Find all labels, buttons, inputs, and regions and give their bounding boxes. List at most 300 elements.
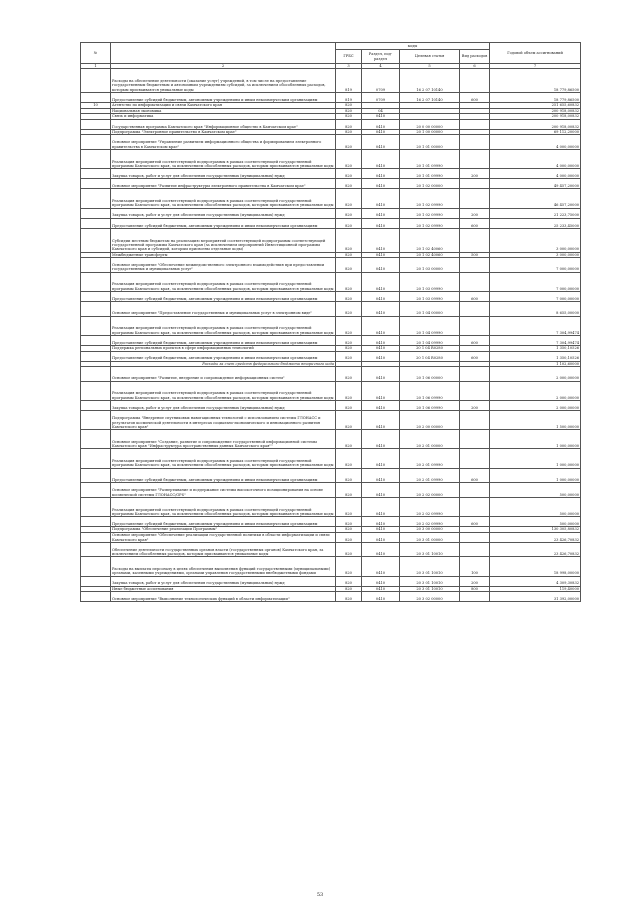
col-index: 6 xyxy=(460,64,490,69)
row-amount: 4 000,00000 xyxy=(490,135,581,150)
row-number xyxy=(81,367,111,382)
row-amount: 3 000,00000 xyxy=(490,228,581,252)
row-number xyxy=(81,150,111,169)
table-row xyxy=(81,150,581,169)
row-razdel: 0410 xyxy=(362,345,400,351)
row-target-article: 20 1 02 00000 xyxy=(400,179,460,189)
row-grbs: 820 xyxy=(336,532,362,542)
row-name: Основное мероприятие "Обеспечение реализации государственной политики в области информатизации и связи Камчатского края" xyxy=(111,532,336,542)
table-row xyxy=(81,218,581,228)
row-number xyxy=(81,449,111,468)
row-target-article: 20 1 04 09990 xyxy=(400,316,460,335)
col-razdel-header: Раздел, под-раздел xyxy=(362,50,400,64)
row-razdel: 0410 xyxy=(362,135,400,150)
table-row xyxy=(81,517,581,527)
row-amount: 25 233,45000 xyxy=(490,218,581,228)
row-expense-type xyxy=(460,272,490,291)
row-grbs: 820 xyxy=(336,218,362,228)
row-name: Подпрограмма "Обеспечение реализации Программы" xyxy=(111,527,336,533)
row-razdel: 0709 xyxy=(362,69,400,93)
col-cs-header: Целевая статья xyxy=(400,50,460,64)
row-name: Основное мероприятие "Развитие инфраструктуры электронного правительства в Камчатском крае" xyxy=(111,179,336,189)
row-grbs: 819 xyxy=(336,93,362,103)
row-razdel: 0410 xyxy=(362,258,400,273)
row-expense-type: 600 xyxy=(460,351,490,361)
row-name: Предоставление субсидий бюджетным, автономным учреждениям и иным некоммерческим организациям xyxy=(111,93,336,103)
row-number xyxy=(81,468,111,483)
row-amount: 4 000,00000 xyxy=(490,169,581,179)
row-expense-type xyxy=(460,430,490,449)
row-expense-type xyxy=(460,316,490,335)
row-grbs: 820 xyxy=(336,208,362,218)
row-expense-type: 600 xyxy=(460,468,490,483)
row-grbs: 820 xyxy=(336,542,362,557)
row-grbs: 820 xyxy=(336,576,362,586)
row-amount: 18 779,86500 xyxy=(490,93,581,103)
row-grbs: 820 xyxy=(336,135,362,150)
table-row xyxy=(81,272,581,291)
row-number: 10 xyxy=(81,103,111,109)
row-razdel: 0410 xyxy=(362,114,400,120)
row-grbs: 820 xyxy=(336,119,362,129)
row-number xyxy=(81,557,111,576)
col-index: 5 xyxy=(400,64,460,69)
row-grbs: 820 xyxy=(336,345,362,351)
row-razdel: 0410 xyxy=(362,169,400,179)
table-row xyxy=(81,592,581,602)
table-row xyxy=(81,532,581,542)
row-grbs: 820 xyxy=(336,302,362,317)
row-amount: 2 000,00000 xyxy=(490,400,581,410)
row-razdel: 0410 xyxy=(362,576,400,586)
table-row xyxy=(81,483,581,498)
row-razdel: 0410 xyxy=(362,189,400,208)
row-name: Расходы на выплаты персоналу в целях обеспечения выполнения функций государственными (муниципальными) органами, казенными учреждениями, органами управления государственными внебюджетными фондами xyxy=(111,557,336,576)
row-amount: 130 305,80832 xyxy=(490,527,581,533)
row-target-article: 20 1 02 40060 xyxy=(400,252,460,258)
row-razdel: 0410 xyxy=(362,483,400,498)
row-name: Агентство по информатизации и связи Камчатского края xyxy=(111,103,336,109)
page-number: 53 xyxy=(316,892,324,898)
col-name-header xyxy=(111,43,336,64)
row-name: Основное мероприятие "Развитие, внедрение и сопровождение информационных систем" xyxy=(111,367,336,382)
col-grbs-header: ГРБС xyxy=(336,50,362,64)
row-grbs: 820 xyxy=(336,483,362,498)
col-num-header: № xyxy=(81,43,111,64)
row-name: Межбюджетные трансферты xyxy=(111,252,336,258)
row-number xyxy=(81,93,111,103)
table-row xyxy=(81,228,581,252)
row-razdel: 0410 xyxy=(362,430,400,449)
row-grbs: 820 xyxy=(336,179,362,189)
row-expense-type xyxy=(460,189,490,208)
col-index: 1 xyxy=(81,64,111,69)
row-number xyxy=(81,169,111,179)
budget-table-page xyxy=(80,42,580,602)
row-grbs: 820 xyxy=(336,468,362,483)
row-number xyxy=(81,208,111,218)
row-name: Предоставление субсидий бюджетным, автономным учреждениям и иным некоммерческим организациям xyxy=(111,351,336,361)
budget-table xyxy=(80,42,581,602)
row-name: Связь и информатика xyxy=(111,114,336,120)
row-expense-type: 600 xyxy=(460,335,490,345)
row-amount: 46 457,20000 xyxy=(490,189,581,208)
row-name: Предоставление субсидий бюджетным, автономным учреждениям и иным некоммерческим организациям xyxy=(111,468,336,483)
row-amount: 251 655,60832 xyxy=(490,103,581,109)
row-number xyxy=(81,258,111,273)
row-razdel: 0410 xyxy=(362,291,400,301)
row-razdel: 0410 xyxy=(362,272,400,291)
row-expense-type xyxy=(460,449,490,468)
row-amount: 500,00000 xyxy=(490,517,581,527)
table-row xyxy=(81,576,581,586)
row-target-article: 20 3 02 00000 xyxy=(400,592,460,602)
row-grbs: 820 xyxy=(336,228,362,252)
row-target-article: 20 2 00 00000 xyxy=(400,411,460,430)
row-expense-type: 600 xyxy=(460,93,490,103)
row-amount: 4 309,30832 xyxy=(490,576,581,586)
row-name: Предоставление субсидий бюджетным, автономным учреждениям и иным некоммерческим организациям xyxy=(111,517,336,527)
row-grbs: 820 xyxy=(336,449,362,468)
row-target-article: 20 1 02 09990 xyxy=(400,189,460,208)
row-target-article: 20 3 01 10010 xyxy=(400,542,460,557)
row-target-article: 20 1 06 09990 xyxy=(400,381,460,400)
row-amount: 200 918,00832 xyxy=(490,114,581,120)
row-name: Реализация мероприятий соответствующей подпрограммы в рамках соответствующей государственной программы Камчатского края, за исключением обособленных расходов, которым присваиваются уникальные коды xyxy=(111,497,336,516)
table-row xyxy=(81,367,581,382)
row-grbs: 820 xyxy=(336,252,362,258)
row-grbs: 820 xyxy=(336,557,362,576)
row-expense-type: 600 xyxy=(460,291,490,301)
table-row xyxy=(81,351,581,361)
row-expense-type xyxy=(460,258,490,273)
row-name: Закупка товаров, работ и услуг для обеспечения государственных (муниципальных) нужд xyxy=(111,208,336,218)
row-name: Субсидии местным бюджетам на реализацию мероприятий соответствующей подпрограммы соответствующей государственной программы Камчатского края (за исключением мероприятий Инвестиционной программы Камчатского края и субсидий, которым присвоены отдельные коды) xyxy=(111,228,336,252)
row-razdel: 0410 xyxy=(362,179,400,189)
row-razdel: 0410 xyxy=(362,557,400,576)
table-row xyxy=(81,189,581,208)
row-number xyxy=(81,430,111,449)
row-name: Основное мероприятие "Управление развитием информационного общества и формированием электронного правительства в Камчатском крае" xyxy=(111,135,336,150)
table-row xyxy=(81,93,581,103)
table-row xyxy=(81,135,581,150)
row-amount: 1 350,10526 xyxy=(490,351,581,361)
table-row xyxy=(81,497,581,516)
row-target-article: 16 2 07 10140 xyxy=(400,69,460,93)
table-row xyxy=(81,411,581,430)
row-grbs: 820 xyxy=(336,150,362,169)
row-target-article: 20 3 01 10010 xyxy=(400,557,460,576)
row-expense-type xyxy=(460,119,490,129)
table-row xyxy=(81,119,581,129)
row-number xyxy=(81,532,111,542)
row-razdel: 0410 xyxy=(362,218,400,228)
table-row xyxy=(81,258,581,273)
table-row xyxy=(81,400,581,410)
row-razdel: 0410 xyxy=(362,517,400,527)
row-number xyxy=(81,189,111,208)
col-codes-header: коды xyxy=(336,43,490,50)
row-expense-type: 200 xyxy=(460,400,490,410)
row-grbs: 820 xyxy=(336,411,362,430)
row-amount: 7 000,00000 xyxy=(490,291,581,301)
table-row xyxy=(81,381,581,400)
row-number xyxy=(81,335,111,345)
row-number xyxy=(81,316,111,335)
row-number xyxy=(81,381,111,400)
row-target-article: 20 2 01 09990 xyxy=(400,468,460,483)
row-razdel: 0410 xyxy=(362,542,400,557)
table-row xyxy=(81,430,581,449)
row-target-article: 20 1 06 09990 xyxy=(400,400,460,410)
row-name: Предоставление субсидий бюджетным, автономным учреждениям и иным некоммерческим организациям xyxy=(111,335,336,345)
table-row xyxy=(81,179,581,189)
row-amount: 500,00000 xyxy=(490,497,581,516)
row-target-article: 20 2 02 09990 xyxy=(400,517,460,527)
row-grbs: 820 xyxy=(336,517,362,527)
row-expense-type xyxy=(460,150,490,169)
row-expense-type: 800 xyxy=(460,586,490,592)
row-amount: 23 426,70832 xyxy=(490,542,581,557)
row-grbs: 820 xyxy=(336,258,362,273)
row-target-article: 20 2 02 00000 xyxy=(400,483,460,498)
row-number xyxy=(81,272,111,291)
row-target-article: 20 3 01 00000 xyxy=(400,532,460,542)
row-amount: 1 102,60000 xyxy=(490,361,581,367)
row-target-article: 20 1 00 00000 xyxy=(400,129,460,135)
row-expense-type: 600 xyxy=(460,218,490,228)
row-name: Предоставление субсидий бюджетным, автономным учреждениям и иным некоммерческим организациям xyxy=(111,218,336,228)
row-amount: 31 392,00000 xyxy=(490,592,581,602)
col-total-header: Годовой объем ассигнований xyxy=(490,43,581,64)
row-razdel: 0709 xyxy=(362,93,400,103)
row-expense-type xyxy=(460,411,490,430)
col-index: 4 xyxy=(362,64,400,69)
table-row xyxy=(81,169,581,179)
row-expense-type xyxy=(460,542,490,557)
row-razdel: 0410 xyxy=(362,252,400,258)
row-target-article: 20 1 03 00000 xyxy=(400,258,460,273)
row-amount: 23 426,70832 xyxy=(490,532,581,542)
table-row xyxy=(81,302,581,317)
row-number xyxy=(81,69,111,93)
row-expense-type xyxy=(460,179,490,189)
row-razdel: 0410 xyxy=(362,411,400,430)
row-target-article: 20 1 02 09990 xyxy=(400,208,460,218)
table-row xyxy=(81,316,581,335)
row-number xyxy=(81,517,111,527)
row-razdel: 0410 xyxy=(362,316,400,335)
row-razdel: 0410 xyxy=(362,468,400,483)
row-razdel: 0410 xyxy=(362,351,400,361)
row-razdel: 0410 xyxy=(362,150,400,169)
row-razdel: 04 xyxy=(362,108,400,114)
row-target-article: 20 2 01 00000 xyxy=(400,430,460,449)
row-razdel: 0410 xyxy=(362,586,400,592)
row-grbs: 820 xyxy=(336,316,362,335)
col-index: 2 xyxy=(111,64,336,69)
row-number xyxy=(81,351,111,361)
row-expense-type xyxy=(460,302,490,317)
row-name: Основное мероприятие "Обеспечение межведомственного электронного взаимодействия при предоставлении государственных и муниципальных услуг" xyxy=(111,258,336,273)
row-name: Реализация мероприятий соответствующей подпрограммы в рамках соответствующей государственной программы Камчатского края, за исключением обособленных расходов, которым присваиваются уникальные коды xyxy=(111,381,336,400)
table-row xyxy=(81,69,581,93)
row-expense-type xyxy=(460,135,490,150)
row-grbs: 820 xyxy=(336,527,362,533)
row-razdel: 0410 xyxy=(362,335,400,345)
table-row xyxy=(81,557,581,576)
row-razdel: 0410 xyxy=(362,129,400,135)
row-number xyxy=(81,497,111,516)
row-razdel: 0410 xyxy=(362,400,400,410)
row-amount: 7 000,00000 xyxy=(490,272,581,291)
row-name: Основное мероприятие "Предоставление государственных и муниципальных услуг в электронном виде" xyxy=(111,302,336,317)
row-amount: 2 000,00000 xyxy=(490,367,581,382)
row-target-article: 20 1 02 09990 xyxy=(400,218,460,228)
row-amount: 1 350,10526 xyxy=(490,345,581,351)
row-grbs: 820 xyxy=(336,103,362,109)
row-name: Расходы на обеспечение деятельности (оказание услуг) учреждений, в том числе на предоставление государственным бюджетным и автономным учреждениям субсидий, за исключением обособленных расходов, которым присваиваются уникальные коды xyxy=(111,69,336,93)
row-expense-type: 200 xyxy=(460,208,490,218)
row-name: Государственная программа Камчатского края "Информационное общество в Камчатском крае" xyxy=(111,119,336,129)
col-index: 3 xyxy=(336,64,362,69)
row-amount: 500,00000 xyxy=(490,483,581,498)
row-amount: 3 000,00000 xyxy=(490,252,581,258)
row-name: Основное мероприятие "Выполнение технологических функций в области информатизации" xyxy=(111,592,336,602)
row-amount: 69 112,20000 xyxy=(490,129,581,135)
row-target-article: 16 2 07 10140 xyxy=(400,93,460,103)
col-vid-header: Вид расходов xyxy=(460,50,490,64)
row-expense-type xyxy=(460,532,490,542)
row-name: Национальная экономика xyxy=(111,108,336,114)
row-name: Расходы за счет средств федерального бюджета вторичного кода xyxy=(111,361,336,367)
row-amount: 1 500,00000 xyxy=(490,411,581,430)
row-amount: 1 000,00000 xyxy=(490,449,581,468)
table-row xyxy=(81,208,581,218)
row-razdel: 0410 xyxy=(362,381,400,400)
row-amount: 21 223,75000 xyxy=(490,208,581,218)
row-razdel: 0410 xyxy=(362,449,400,468)
row-amount: 7 000,00000 xyxy=(490,258,581,273)
row-number xyxy=(81,119,111,129)
row-target-article: 20 1 04 R0280 xyxy=(400,345,460,351)
row-number xyxy=(81,576,111,586)
row-grbs: 820 xyxy=(336,592,362,602)
row-number xyxy=(81,135,111,150)
row-number xyxy=(81,218,111,228)
row-number xyxy=(81,228,111,252)
row-target-article: 20 1 02 40060 xyxy=(400,228,460,252)
table-row xyxy=(81,291,581,301)
row-number xyxy=(81,592,111,602)
row-target-article: 20 3 00 00000 xyxy=(400,527,460,533)
col-index: 7 xyxy=(490,64,581,69)
row-name: Основное мероприятие "Развертывание и поддержание системы высокоточного позиционирования на основе космической системы ГЛОНАСС/GPS" xyxy=(111,483,336,498)
row-target-article: 20 0 00 00000 xyxy=(400,119,460,129)
row-grbs: 820 xyxy=(336,430,362,449)
row-number xyxy=(81,542,111,557)
row-number xyxy=(81,411,111,430)
row-amount: 8 655,00000 xyxy=(490,302,581,317)
row-name: Подпрограмма "Электронное правительство в Камчатском крае" xyxy=(111,129,336,135)
row-grbs: 820 xyxy=(336,114,362,120)
row-target-article: 20 2 01 09990 xyxy=(400,449,460,468)
row-grbs: 820 xyxy=(336,586,362,592)
row-grbs: 820 xyxy=(336,335,362,345)
row-razdel: 0410 xyxy=(362,527,400,533)
row-grbs: 819 xyxy=(336,69,362,93)
row-target-article: 20 3 01 10010 xyxy=(400,586,460,592)
row-name: Реализация мероприятий соответствующей подпрограммы в рамках соответствующей государственной программы Камчатского края, за исключением обособленных расходов, которым присваиваются уникальные коды xyxy=(111,150,336,169)
row-razdel: 0410 xyxy=(362,119,400,129)
row-name: Основное мероприятие "Создание, развитие и сопровождение государственной информационной системы Камчатского края "Инфраструктура пространственных данных Камчатского края"" xyxy=(111,430,336,449)
row-expense-type: 600 xyxy=(460,517,490,527)
row-name: Реализация мероприятий соответствующей подпрограммы в рамках соответствующей государственной программы Камчатского края, за исключением обособленных расходов, которым присваиваются уникальные коды xyxy=(111,272,336,291)
row-razdel: 0410 xyxy=(362,228,400,252)
row-grbs: 820 xyxy=(336,189,362,208)
row-target-article: 20 1 01 09990 xyxy=(400,150,460,169)
row-amount: 49 457,20000 xyxy=(490,179,581,189)
row-amount: 200 918,00832 xyxy=(490,119,581,129)
row-amount: 18 779,86500 xyxy=(490,69,581,93)
row-grbs: 820 xyxy=(336,381,362,400)
row-grbs: 820 xyxy=(336,400,362,410)
row-target-article: 20 2 02 09990 xyxy=(400,497,460,516)
row-number xyxy=(81,302,111,317)
row-expense-type xyxy=(460,367,490,382)
table-row xyxy=(81,335,581,345)
row-target-article: 20 1 03 09990 xyxy=(400,291,460,301)
row-name: Реализация мероприятий соответствующей подпрограммы в рамках соответствующей государственной программы Камчатского края, за исключением обособленных расходов, которым присваиваются уникальные коды xyxy=(111,316,336,335)
row-grbs: 820 xyxy=(336,272,362,291)
row-grbs: 820 xyxy=(336,108,362,114)
row-expense-type xyxy=(460,483,490,498)
row-name: Закупка товаров, работ и услуг для обеспечения государственных (муниципальных) нужд xyxy=(111,400,336,410)
row-amount: 4 000,00000 xyxy=(490,150,581,169)
table-row xyxy=(81,449,581,468)
row-razdel: 0410 xyxy=(362,592,400,602)
row-amount: 2 000,00000 xyxy=(490,381,581,400)
table-row xyxy=(81,468,581,483)
row-grbs: 820 xyxy=(336,169,362,179)
row-expense-type: 200 xyxy=(460,576,490,586)
row-expense-type xyxy=(460,228,490,252)
row-expense-type: 500 xyxy=(460,252,490,258)
row-name: Реализация мероприятий соответствующей подпрограммы в рамках соответствующей государственной программы Камчатского края, за исключением обособленных расходов, которым присваиваются уникальные коды xyxy=(111,189,336,208)
row-amount: 119,40000 xyxy=(490,586,581,592)
row-target-article: 20 3 01 10010 xyxy=(400,576,460,586)
row-razdel: 0410 xyxy=(362,497,400,516)
row-number xyxy=(81,483,111,498)
row-grbs: 820 xyxy=(336,497,362,516)
row-name: Поддержка региональных проектов в сфере информационных технологий xyxy=(111,345,336,351)
row-expense-type xyxy=(460,497,490,516)
row-expense-type xyxy=(460,69,490,93)
row-target-article: 20 1 01 09990 xyxy=(400,169,460,179)
row-amount: 200 918,00832 xyxy=(490,108,581,114)
row-target-article: 20 1 06 00000 xyxy=(400,367,460,382)
row-name: Подпрограмма "Внедрение спутниковых навигационных технологий с использованием системы ГЛОНАСС и результатов космической деятельности в интересах социально-экономического и инновационного развития Камчатского края" xyxy=(111,411,336,430)
row-expense-type xyxy=(460,592,490,602)
row-target-article: 20 1 04 09990 xyxy=(400,335,460,345)
row-amount: 18 998,00000 xyxy=(490,557,581,576)
row-number xyxy=(81,291,111,301)
row-name: Закупка товаров, работ и услуг для обеспечения государственных (муниципальных) нужд xyxy=(111,576,336,586)
row-amount: 7 304,99474 xyxy=(490,335,581,345)
row-expense-type: 100 xyxy=(460,557,490,576)
row-name: Реализация мероприятий соответствующей подпрограммы в рамках соответствующей государственной программы Камчатского края, за исключением обособленных расходов, которым присваиваются уникальные коды xyxy=(111,449,336,468)
table-body xyxy=(81,69,581,602)
